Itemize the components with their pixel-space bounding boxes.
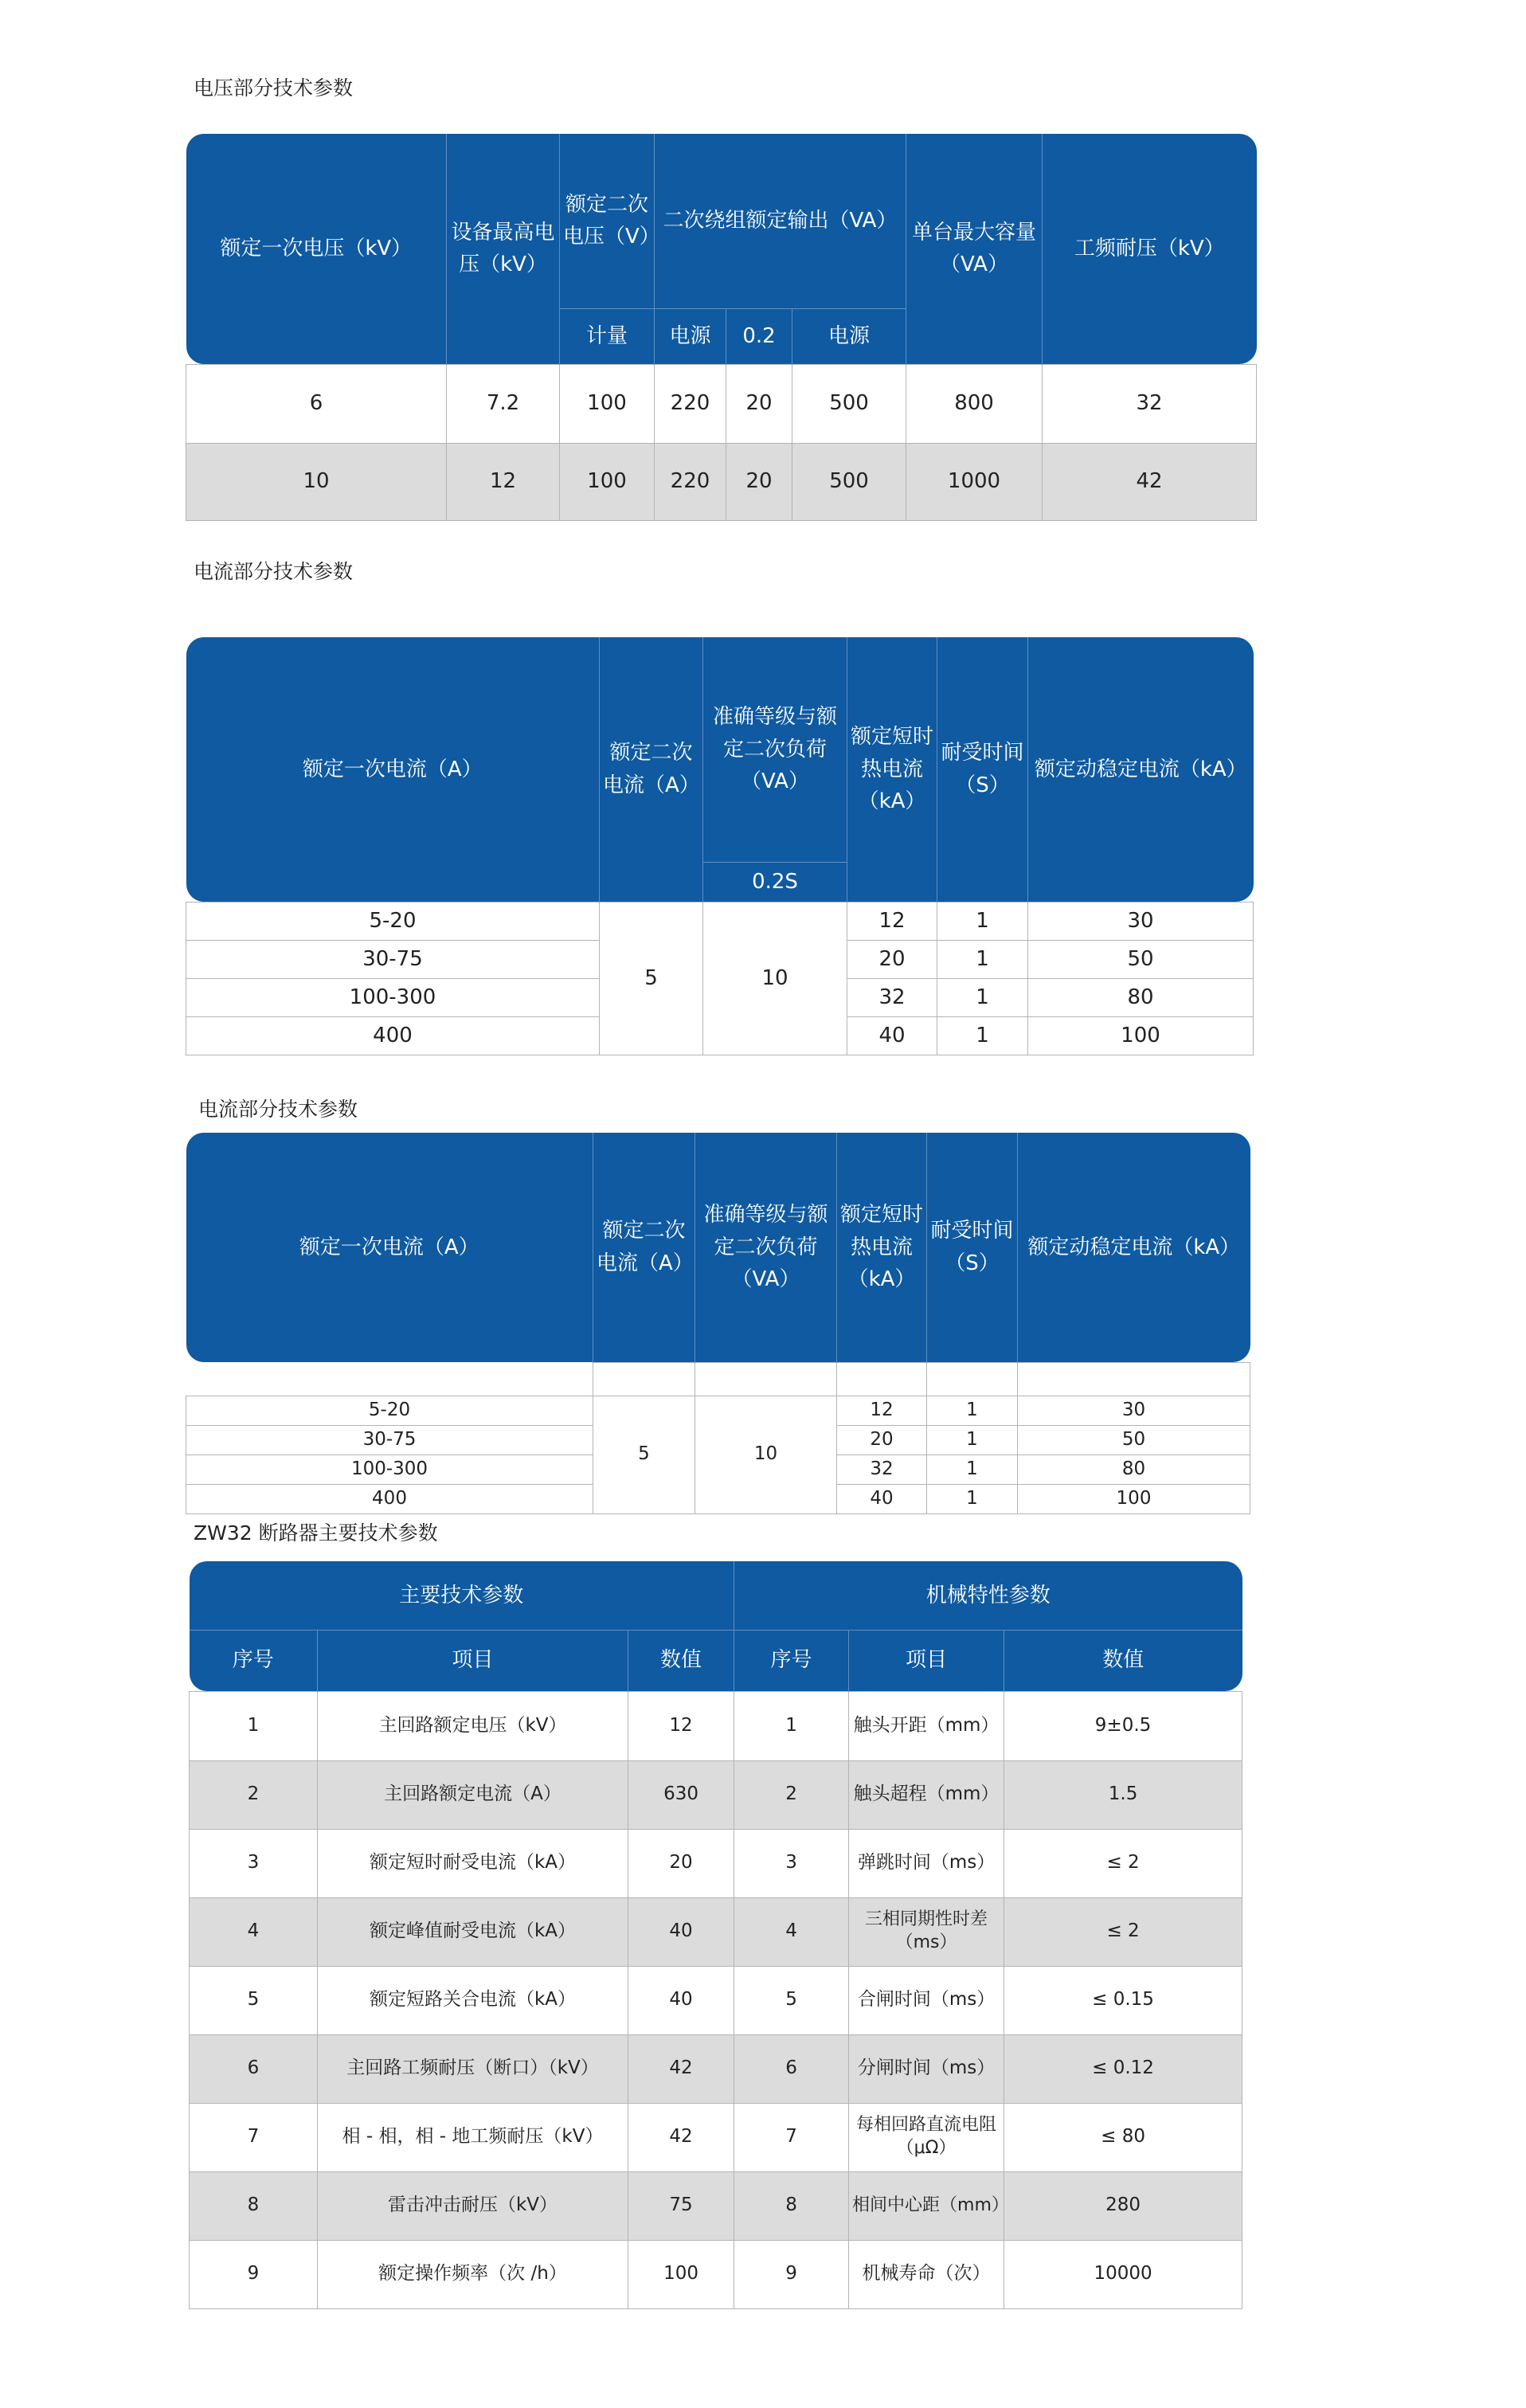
header-sub-class: 0.2 — [726, 308, 792, 364]
cell-item-2: 触头开距（mm） — [849, 1691, 1004, 1760]
cell-item-2: 弹跳时间（ms） — [849, 1829, 1004, 1897]
cell-short-time: 40 — [847, 1016, 937, 1055]
cell-value: 40 — [628, 1966, 734, 2034]
cell-short-time: 40 — [837, 1484, 927, 1513]
cell-value: 42 — [628, 2034, 734, 2103]
header-dynamic: 额定动稳定电流（kA） — [1028, 637, 1254, 902]
cell-item-2: 合闸时间（ms） — [849, 1966, 1004, 2034]
header-no: 序号 — [190, 1630, 318, 1691]
cell-value: 630 — [628, 1760, 734, 1829]
group-mech-params: 机械特性参数 — [734, 1561, 1242, 1630]
cell-no-2: 7 — [734, 2103, 849, 2171]
section4-title: ZW32 断路器主要技术参数 — [194, 1521, 438, 1545]
cell-dynamic: 100 — [1018, 1484, 1250, 1513]
cell-value: 100 — [628, 2240, 734, 2308]
table-row — [190, 1966, 1242, 2034]
current-params-table — [186, 637, 1254, 1055]
cell-max-voltage: 12 — [447, 443, 560, 520]
header-accuracy: 准确等级与额定二次负荷（VA） — [703, 637, 847, 862]
cell-value-2: ≤ 2 — [1004, 1829, 1242, 1897]
cell-item-2: 每相回路直流电阻（μΩ） — [849, 2103, 1004, 2171]
header-secondary-voltage: 额定二次电压（V） — [560, 134, 655, 308]
cell-no-2: 1 — [734, 1691, 849, 1760]
cell-withstand-time: 1 — [927, 1484, 1018, 1513]
cell-no-2: 8 — [734, 2171, 849, 2240]
table-row — [186, 1396, 1250, 1425]
voltage-params-table — [186, 134, 1257, 521]
section2-title: 电流部分技术参数 — [194, 560, 354, 583]
cell-short-time: 12 — [837, 1396, 927, 1425]
spacer-row — [186, 1362, 1250, 1396]
header-accuracy: 准确等级与额定二次负荷（VA） — [695, 1133, 837, 1362]
cell-no-2: 4 — [734, 1897, 849, 1966]
cell-secondary-load: 10 — [703, 902, 847, 1055]
header-sub-power-2: 电源 — [792, 308, 906, 364]
cell-primary-current: 400 — [186, 1016, 600, 1055]
header-sub-power-1: 电源 — [655, 308, 726, 364]
cell-no: 3 — [190, 1829, 318, 1897]
cell-value: 12 — [628, 1691, 734, 1760]
cell-primary-current: 400 — [186, 1484, 593, 1513]
cell-item-2: 触头超程（mm） — [849, 1760, 1004, 1829]
cell-short-time: 32 — [847, 978, 937, 1016]
cell-secondary-current: 5 — [600, 902, 703, 1055]
header-withstand-time: 耐受时间（S） — [927, 1133, 1018, 1362]
table-row — [186, 443, 1257, 520]
cell-withstand-time: 1 — [927, 1425, 1018, 1455]
table-row — [186, 902, 1254, 940]
cell-item-2: 相间中心距（mm） — [849, 2171, 1004, 2240]
cell-no-2: 9 — [734, 2240, 849, 2308]
cell-primary-current: 100-300 — [186, 1455, 593, 1484]
cell-no: 2 — [190, 1760, 318, 1829]
table-row — [190, 1897, 1242, 1966]
table-row — [190, 2171, 1242, 2240]
header-accuracy-class: 0.2S — [703, 862, 847, 902]
cell-no: 4 — [190, 1897, 318, 1966]
table-row — [186, 364, 1257, 443]
cell-value-2: ≤ 80 — [1004, 2103, 1242, 2171]
cell-item: 雷击冲击耐压（kV） — [318, 2171, 628, 2240]
section3-title: 电流部分技术参数 — [198, 1098, 358, 1121]
header-primary-voltage: 额定一次电压（kV） — [186, 134, 447, 364]
cell-no: 5 — [190, 1966, 318, 2034]
breaker-params-table — [189, 1561, 1242, 2309]
table-row — [190, 2034, 1242, 2103]
header-secondary-current: 额定二次电流（A） — [600, 637, 703, 902]
cell-power: 500 — [792, 443, 906, 520]
cell-item: 额定峰值耐受电流（kA） — [318, 1897, 628, 1966]
cell-no-2: 3 — [734, 1829, 849, 1897]
header-short-time: 额定短时热电流（kA） — [847, 637, 937, 902]
cell-item: 额定短路关合电流（kA） — [318, 1966, 628, 2034]
cell-power-freq: 42 — [1043, 443, 1257, 520]
cell-item: 额定短时耐受电流（kA） — [318, 1829, 628, 1897]
cell-short-time: 20 — [837, 1425, 927, 1455]
header-value: 数值 — [628, 1630, 734, 1691]
cell-metering: 220 — [655, 443, 726, 520]
table-row — [190, 1691, 1242, 1760]
cell-dynamic: 30 — [1028, 902, 1254, 940]
cell-no: 6 — [190, 2034, 318, 2103]
cell-value: 20 — [628, 1829, 734, 1897]
cell-primary-current: 5-20 — [186, 1396, 593, 1425]
cell-value: 40 — [628, 1897, 734, 1966]
section1-title: 电压部分技术参数 — [194, 76, 354, 100]
header-value-2: 数值 — [1004, 1630, 1242, 1691]
header-secondary-output: 二次绕组额定输出（VA） — [655, 134, 906, 308]
cell-primary-voltage: 6 — [186, 364, 447, 443]
cell-item: 相 - 相，相 - 地工频耐压（kV） — [318, 2103, 628, 2171]
cell-primary-voltage: 10 — [186, 443, 447, 520]
cell-primary-current: 30-75 — [186, 940, 600, 978]
cell-power-freq: 32 — [1043, 364, 1257, 443]
header-dynamic: 额定动稳定电流（kA） — [1018, 1133, 1250, 1362]
cell-primary-current: 5-20 — [186, 902, 600, 940]
cell-dynamic: 50 — [1018, 1425, 1250, 1455]
cell-primary-current: 100-300 — [186, 978, 600, 1016]
header-primary-current: 额定一次电流（A） — [186, 1133, 593, 1362]
cell-class: 20 — [726, 443, 792, 520]
cell-short-time: 32 — [837, 1455, 927, 1484]
header-power-freq: 工频耐压（kV） — [1043, 134, 1257, 364]
table-row — [190, 1760, 1242, 1829]
cell-power: 500 — [792, 364, 906, 443]
cell-withstand-time: 1 — [937, 978, 1028, 1016]
cell-item: 主回路额定电流（A） — [318, 1760, 628, 1829]
cell-no-2: 6 — [734, 2034, 849, 2103]
cell-short-time: 20 — [847, 940, 937, 978]
cell-no: 9 — [190, 2240, 318, 2308]
cell-max-voltage: 7.2 — [447, 364, 560, 443]
cell-dynamic: 100 — [1028, 1016, 1254, 1055]
cell-secondary-current: 5 — [593, 1396, 695, 1513]
cell-item: 主回路工频耐压（断口）（kV） — [318, 2034, 628, 2103]
cell-max-capacity: 1000 — [906, 443, 1043, 520]
cell-value-2: 280 — [1004, 2171, 1242, 2240]
header-item: 项目 — [318, 1630, 628, 1691]
cell-item: 主回路额定电压（kV） — [318, 1691, 628, 1760]
cell-no: 7 — [190, 2103, 318, 2171]
header-withstand-time: 耐受时间（S） — [937, 637, 1028, 902]
cell-secondary-voltage: 100 — [560, 443, 655, 520]
header-secondary-current: 额定二次电流（A） — [593, 1133, 695, 1362]
cell-secondary-load: 10 — [695, 1396, 837, 1513]
header-max-voltage: 设备最高电压（kV） — [447, 134, 560, 364]
cell-item: 额定操作频率（次 /h） — [318, 2240, 628, 2308]
cell-value-2: 1.5 — [1004, 1760, 1242, 1829]
cell-withstand-time: 1 — [937, 940, 1028, 978]
header-short-time: 额定短时热电流（kA） — [837, 1133, 927, 1362]
cell-withstand-time: 1 — [927, 1455, 1018, 1484]
cell-secondary-voltage: 100 — [560, 364, 655, 443]
cell-item-2: 分闸时间（ms） — [849, 2034, 1004, 2103]
cell-metering: 220 — [655, 364, 726, 443]
cell-primary-current: 30-75 — [186, 1425, 593, 1455]
cell-dynamic: 50 — [1028, 940, 1254, 978]
cell-value-2: ≤ 2 — [1004, 1897, 1242, 1966]
table-row — [190, 1829, 1242, 1897]
table-row — [190, 2103, 1242, 2171]
header-sub-metering: 计量 — [560, 308, 655, 364]
cell-value-2: 10000 — [1004, 2240, 1242, 2308]
header-max-capacity: 单台最大容量（VA） — [906, 134, 1043, 364]
cell-withstand-time: 1 — [927, 1396, 1018, 1425]
cell-class: 20 — [726, 364, 792, 443]
group-main-params: 主要技术参数 — [190, 1561, 734, 1630]
cell-no: 8 — [190, 2171, 318, 2240]
cell-dynamic: 80 — [1018, 1455, 1250, 1484]
cell-max-capacity: 800 — [906, 364, 1043, 443]
cell-short-time: 12 — [847, 902, 937, 940]
cell-value: 75 — [628, 2171, 734, 2240]
cell-no-2: 2 — [734, 1760, 849, 1829]
cell-item-2: 三相同期性时差（ms） — [849, 1897, 1004, 1966]
cell-item-2: 机械寿命（次） — [849, 2240, 1004, 2308]
header-no-2: 序号 — [734, 1630, 849, 1691]
cell-value-2: ≤ 0.15 — [1004, 1966, 1242, 2034]
cell-withstand-time: 1 — [937, 1016, 1028, 1055]
header-item-2: 项目 — [849, 1630, 1004, 1691]
cell-no-2: 5 — [734, 1966, 849, 2034]
cell-withstand-time: 1 — [937, 902, 1028, 940]
cell-value-2: 9±0.5 — [1004, 1691, 1242, 1760]
cell-dynamic: 30 — [1018, 1396, 1250, 1425]
cell-dynamic: 80 — [1028, 978, 1254, 1016]
cell-value: 42 — [628, 2103, 734, 2171]
header-primary-current: 额定一次电流（A） — [186, 637, 600, 902]
table-row — [190, 2240, 1242, 2308]
cell-no: 1 — [190, 1691, 318, 1760]
current-params-table-compact — [186, 1133, 1250, 1514]
cell-value-2: ≤ 0.12 — [1004, 2034, 1242, 2103]
